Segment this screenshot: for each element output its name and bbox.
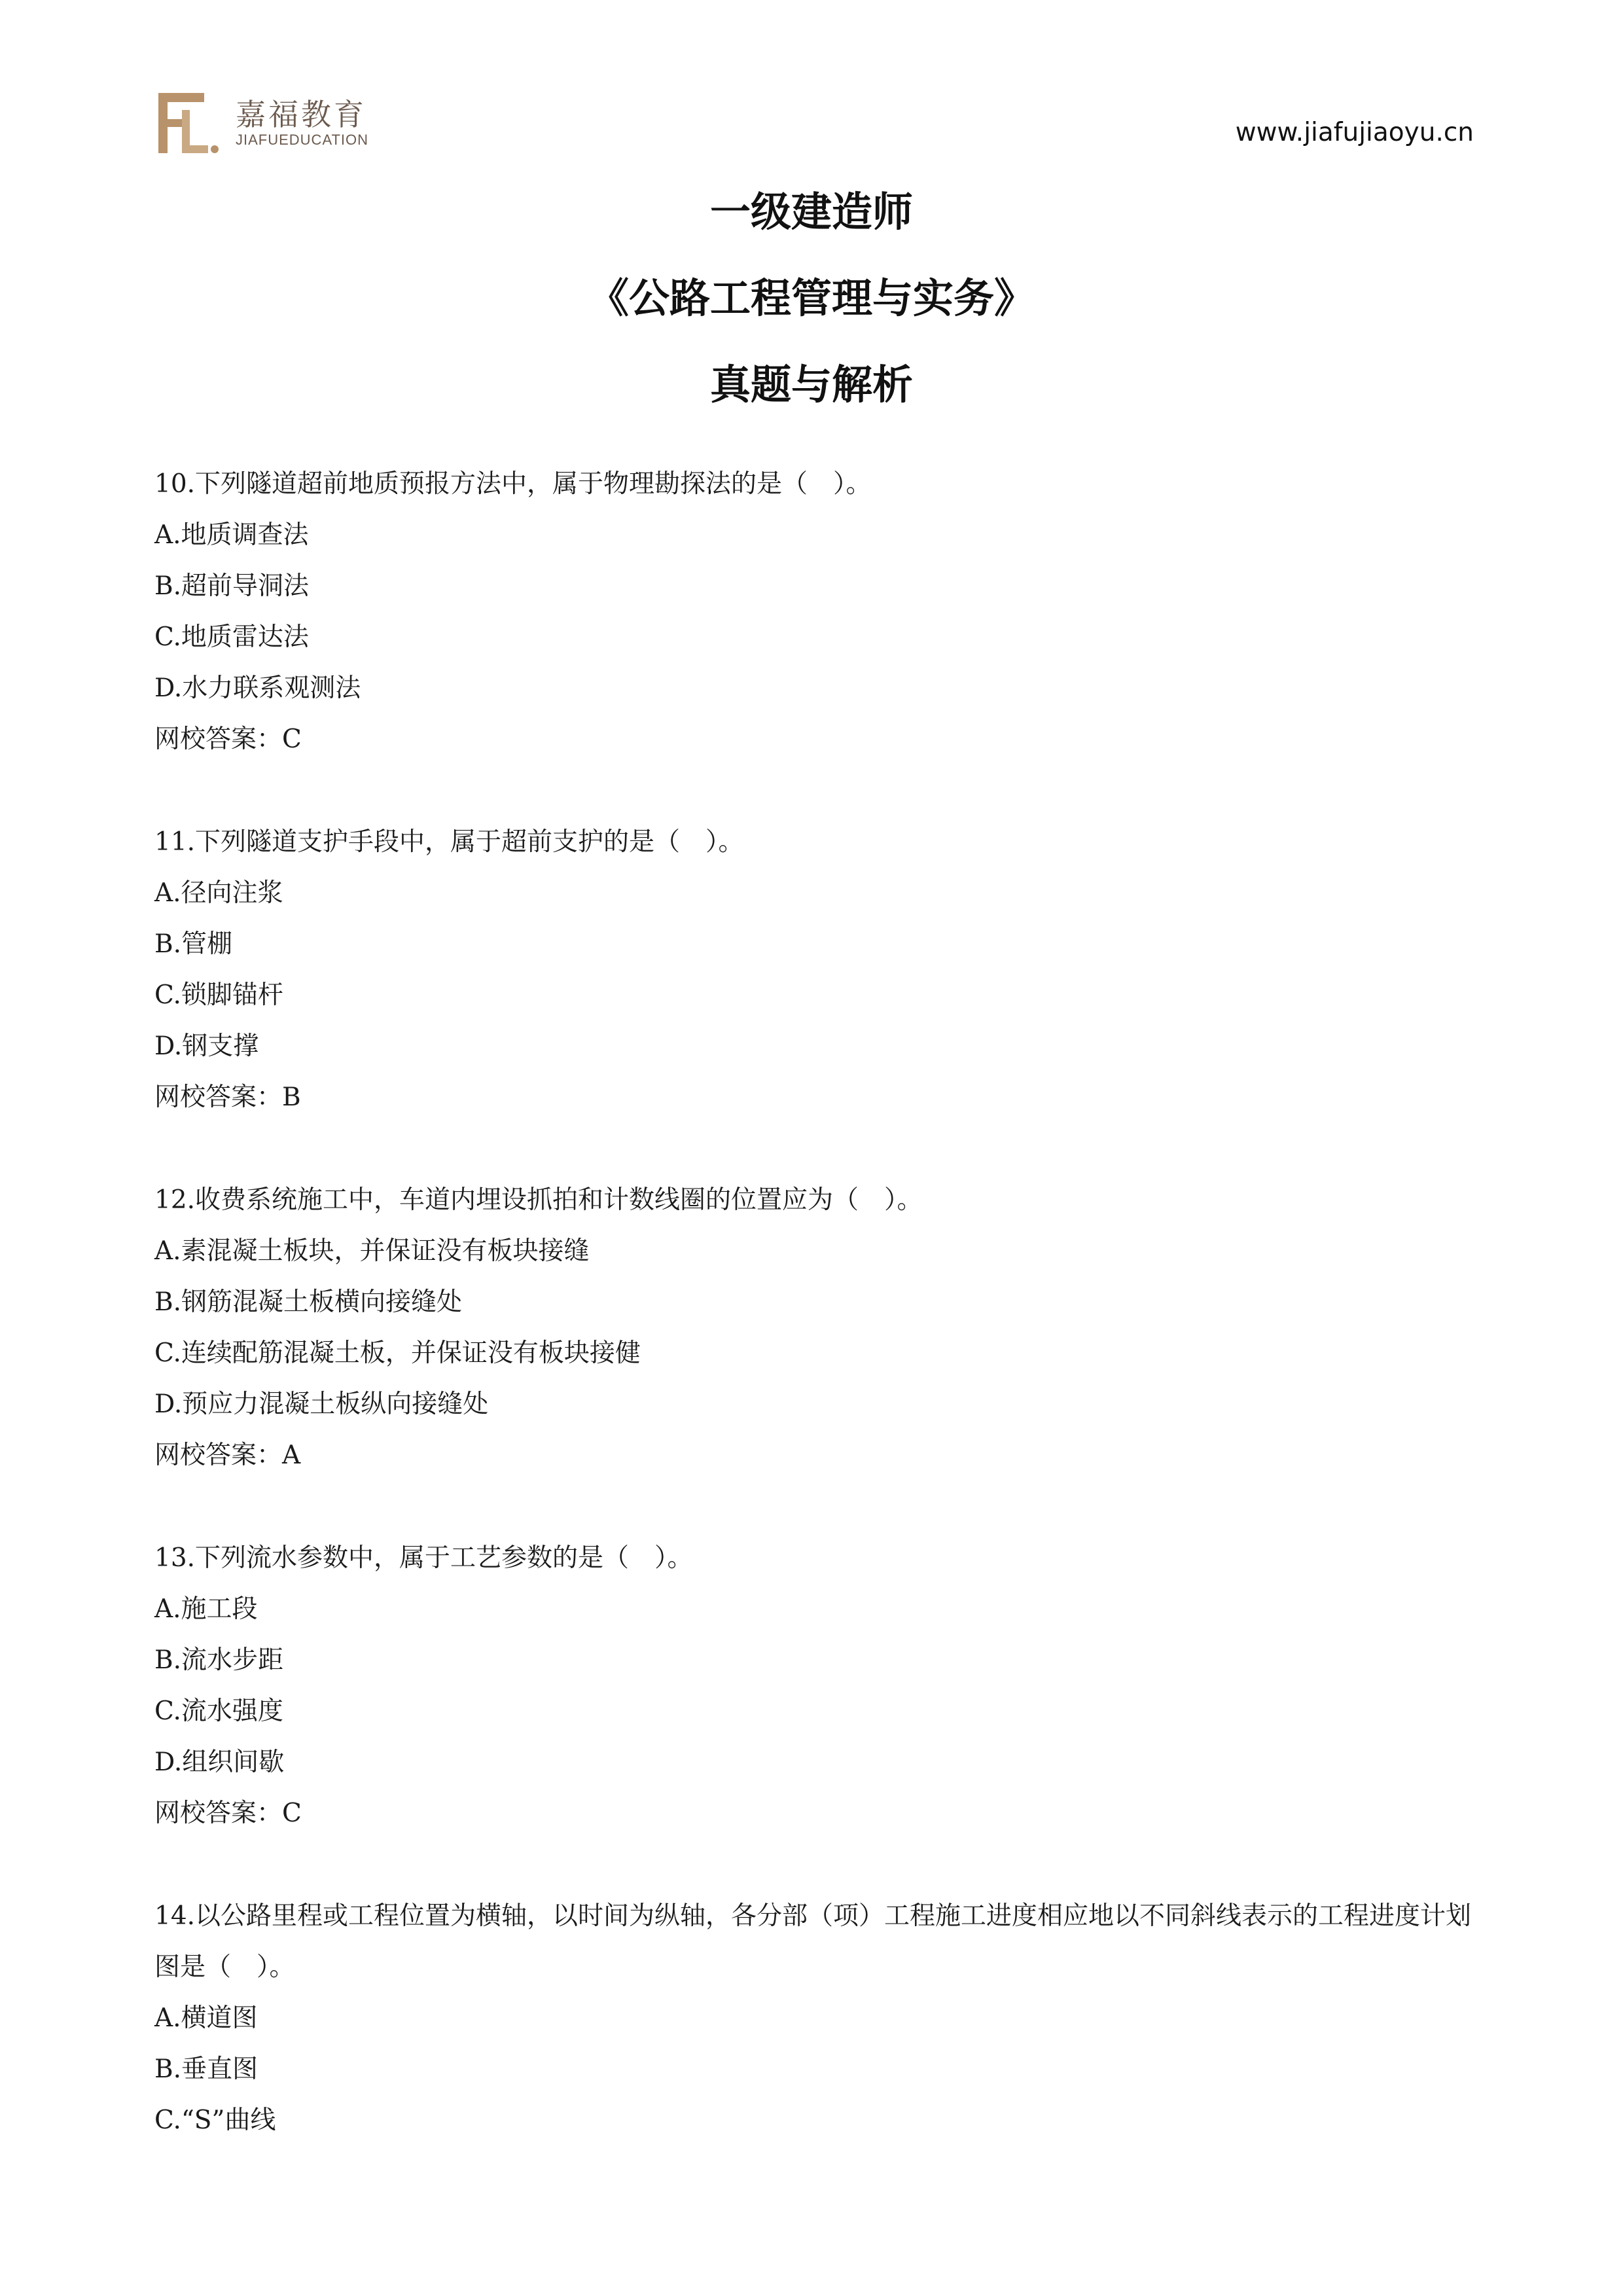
option-a: A.地质调查法 [154, 520, 309, 550]
question-stem: 12.收费系统施工中，车道内埋设抓拍和计数线圈的位置应为（ ）。 [154, 1185, 923, 1215]
answer-line: 网校答案：B [154, 1083, 301, 1112]
option-b: B.超前导洞法 [154, 571, 310, 601]
answer-line: 网校答案：A [154, 1441, 301, 1470]
question-stem: 13.下列流水参数中，属于工艺参数的是（ ）。 [154, 1543, 693, 1573]
question-item [154, 459, 1476, 765]
answer-line: 网校答案：C [154, 1799, 302, 1828]
option-a: A.施工段 [154, 1594, 258, 1624]
answer-line: 网校答案：C [154, 725, 302, 754]
option-a: A.径向注浆 [154, 878, 283, 908]
question-stem: 14.以公路里程或工程位置为横轴，以时间为纵轴，各分部（项）工程施工进度相应地以不同斜线表示的工程进度计划图是（ ）。 [154, 1901, 1472, 1982]
option-d: D.钢支撑 [154, 1031, 259, 1061]
option-d: D.水力联系观测法 [154, 673, 361, 703]
brand-logo [156, 90, 368, 156]
option-a: A.素混凝土板块，并保证没有板块接缝 [154, 1236, 590, 1266]
question-item [154, 1175, 1476, 1481]
question-stem: 11.下列隧道支护手段中，属于超前支护的是（ ）。 [154, 827, 744, 857]
logo-english-name: JIAFUEDUCATION [236, 132, 369, 148]
option-d: D.预应力混凝土板纵向接缝处 [154, 1390, 489, 1419]
logo-text [236, 98, 368, 149]
option-c: C.“S”曲线 [154, 2106, 276, 2135]
option-b: B.钢筋混凝土板横向接缝处 [154, 1287, 463, 1317]
option-b: B.垂直图 [154, 2054, 259, 2084]
option-b: B.流水步距 [154, 1645, 284, 1675]
question-list [154, 459, 1476, 2198]
document-title [0, 169, 1623, 428]
question-stem: 10.下列隧道超前地质预报方法中，属于物理勘探法的是（ ）。 [154, 469, 872, 499]
option-b: B.管棚 [154, 929, 233, 959]
logo-chinese-name: 嘉福教育 [236, 97, 366, 132]
title-line-type: 真题与解析 [709, 361, 913, 408]
title-line-exam: 一级建造师 [709, 188, 913, 236]
title-line-subject: 《公路工程管理与实务》 [588, 274, 1035, 322]
option-d: D.组织间歇 [154, 1748, 285, 1777]
question-item [154, 1891, 1476, 2146]
option-c: C.地质雷达法 [154, 622, 309, 652]
option-c: C.连续配筋混凝土板，并保证没有板块接健 [154, 1338, 641, 1368]
website-url[interactable]: www.jiafujiaoyu.cn [1235, 118, 1474, 147]
question-item [154, 1533, 1476, 1839]
option-c: C.锁脚锚杆 [154, 980, 283, 1010]
question-item [154, 817, 1476, 1123]
option-c: C.流水强度 [154, 1696, 283, 1726]
option-a: A.横道图 [154, 2003, 258, 2033]
jiafu-logo-icon [156, 90, 221, 156]
